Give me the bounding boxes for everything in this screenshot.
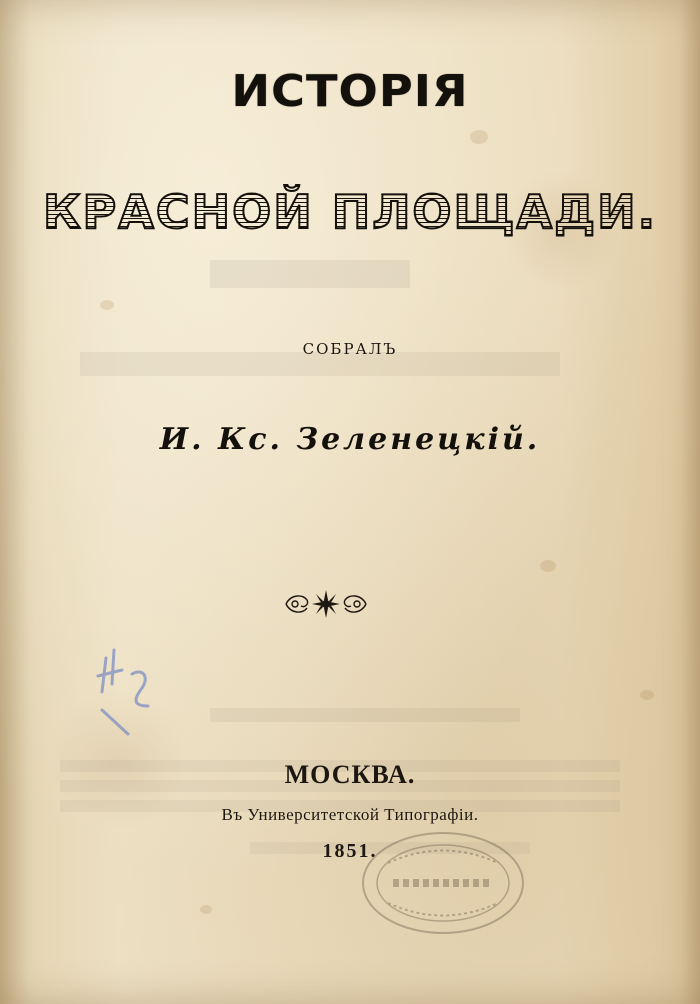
compiled-by-label: СОБРАЛЪ	[302, 340, 398, 358]
foxing-spot	[540, 560, 556, 572]
author-name: И. Кс. Зеленецкій.	[159, 422, 541, 457]
foxing-spot	[640, 690, 654, 700]
foxing-spot	[470, 130, 488, 144]
imprint-year: 1851.	[322, 840, 378, 862]
bleed-through	[210, 260, 410, 288]
bleed-through	[210, 708, 520, 722]
title-line-2: КРАСНОЙ ПЛОЩАДИ.	[0, 185, 700, 239]
imprint-press: Въ Университетской Типографіи.	[221, 805, 479, 824]
library-stamp-icon	[358, 828, 528, 938]
imprint-city: МОСКВА.	[284, 760, 416, 789]
title-line-1: ИСТОРІЯ	[231, 66, 469, 117]
foxing-spot	[200, 905, 212, 914]
handwritten-shelfmark-icon	[92, 640, 162, 750]
foxing-spot	[100, 300, 114, 310]
floral-vignette-icon	[281, 586, 371, 622]
